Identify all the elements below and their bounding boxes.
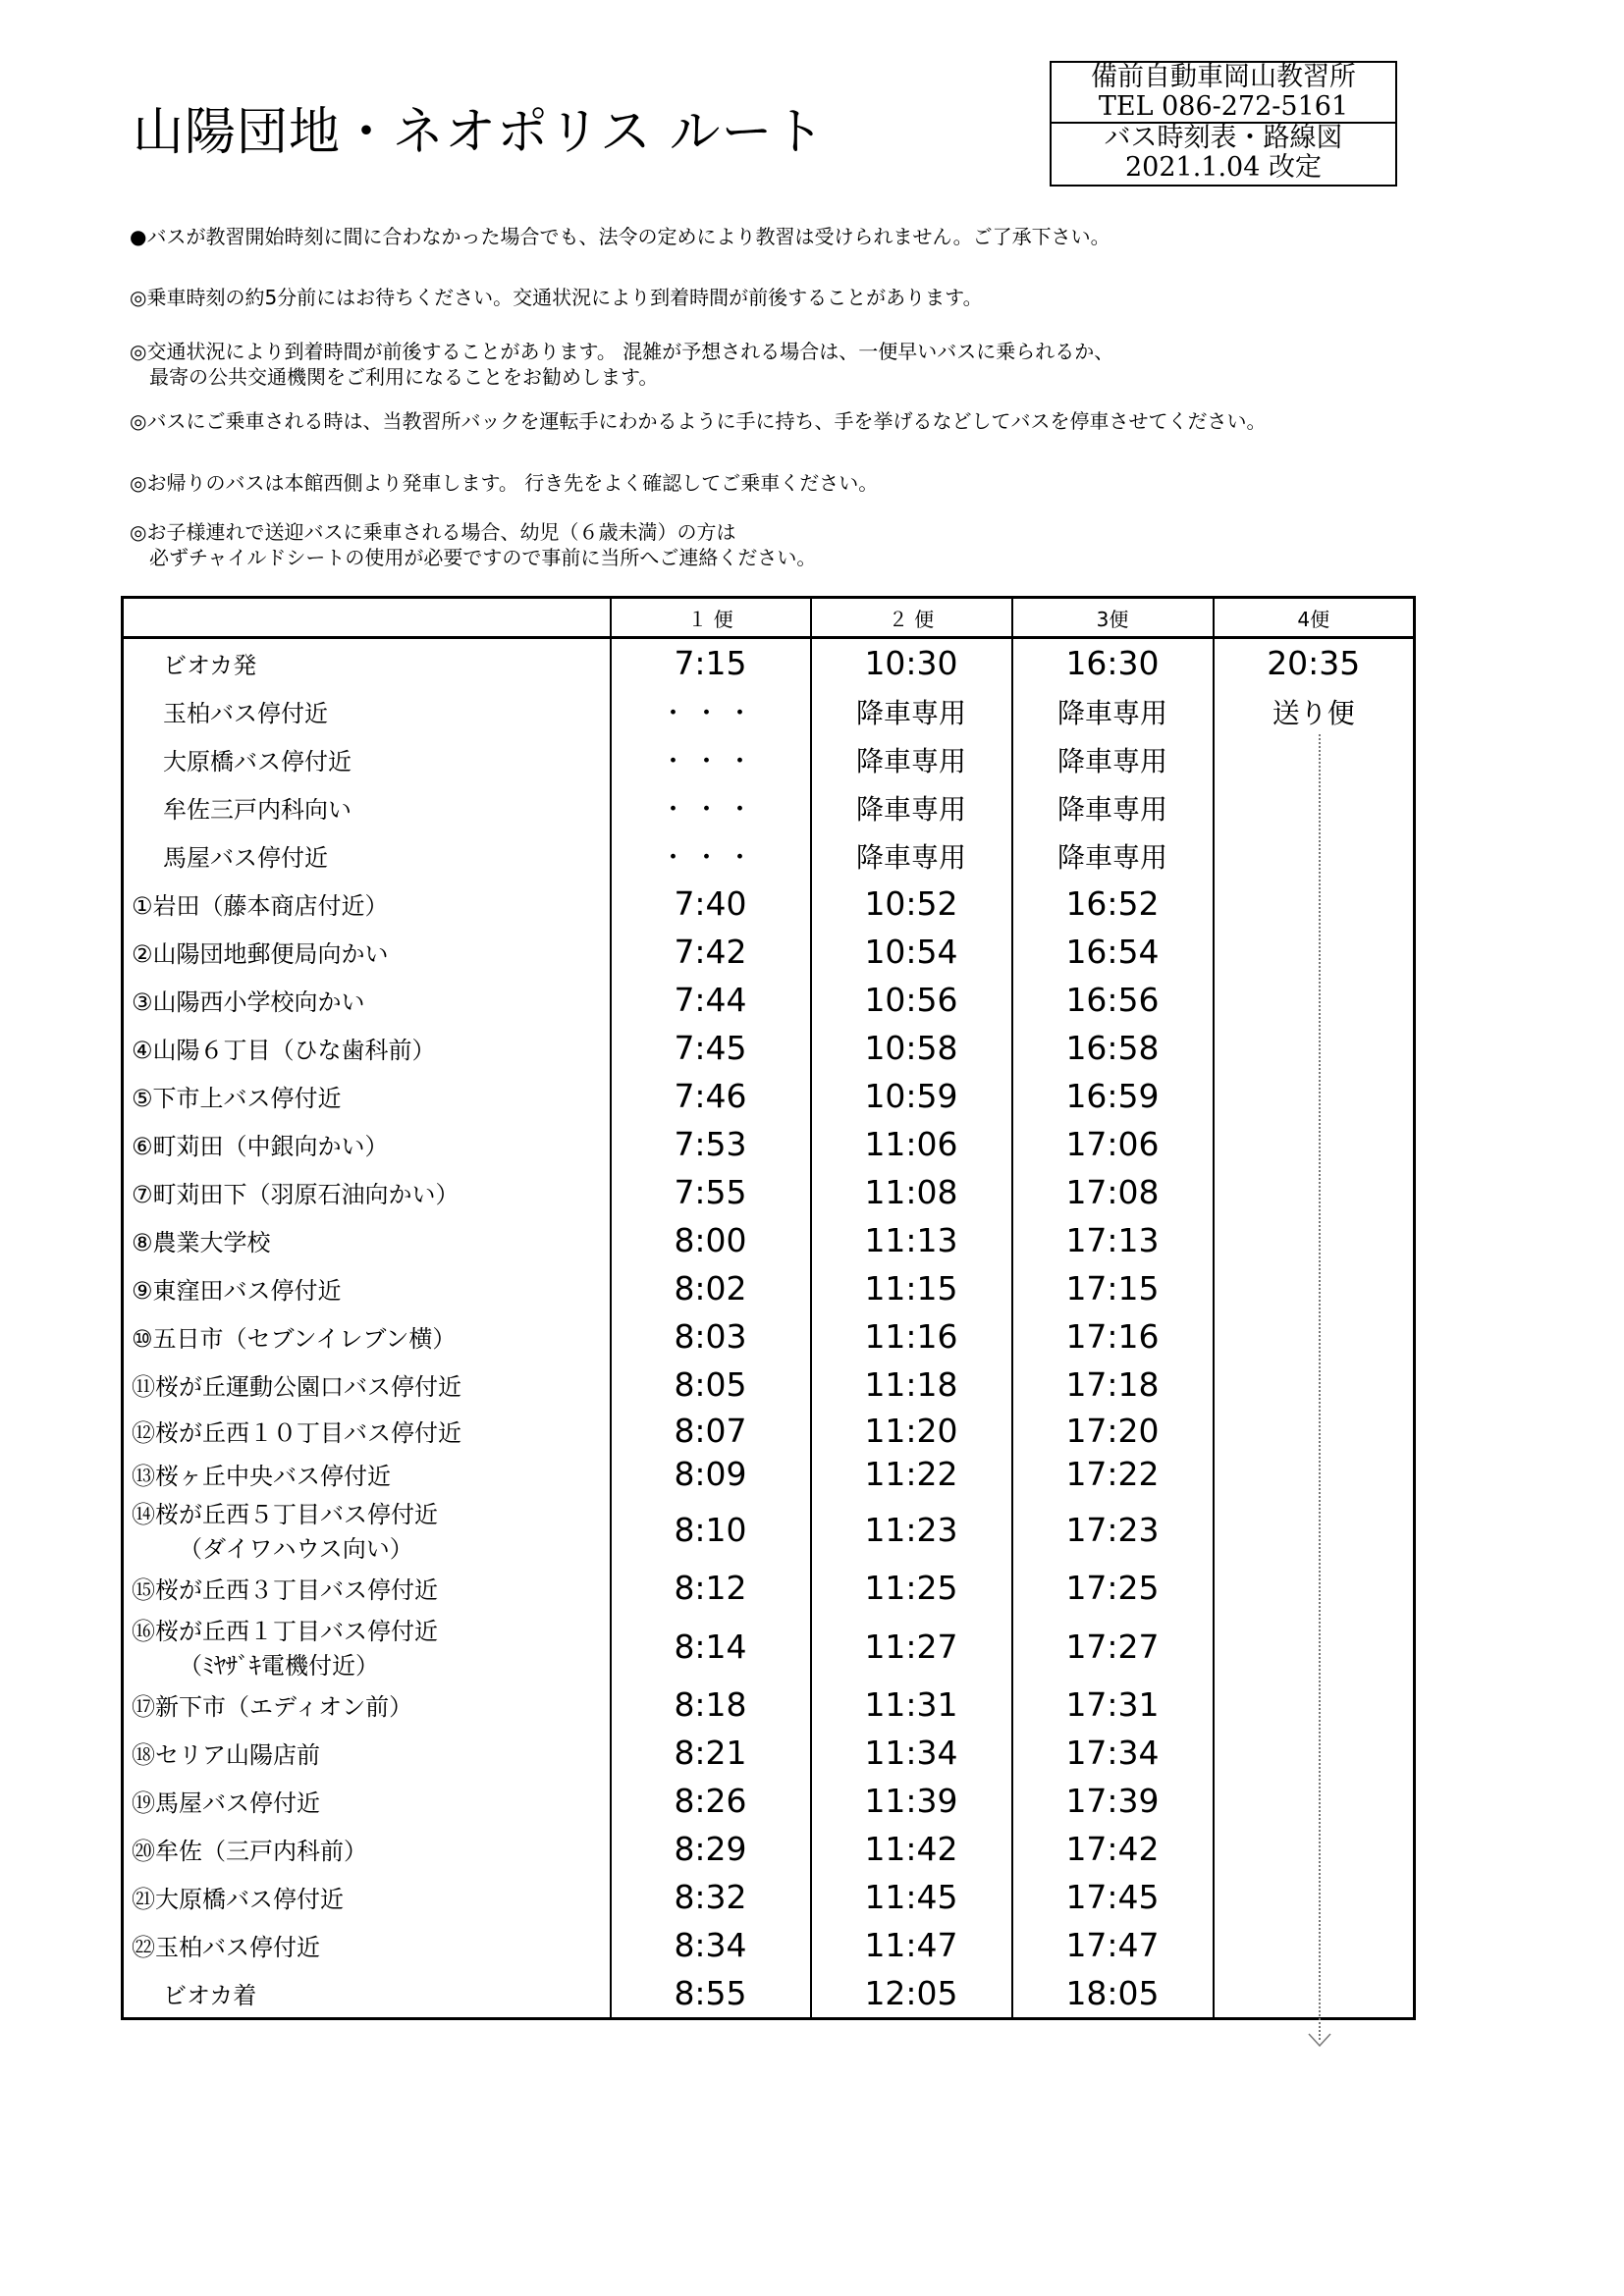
table-row [123, 783, 1415, 831]
table-row [123, 880, 1415, 928]
trip-3-time: 17:15 [1012, 1264, 1214, 1312]
trip-2-time: 11:18 [811, 1361, 1012, 1409]
trip-3-time: 17:20 [1012, 1409, 1214, 1452]
trip-3-time: 18:05 [1012, 1969, 1214, 2019]
table-row [123, 1612, 1415, 1681]
trip-2-time: 11:42 [811, 1825, 1012, 1873]
trip-1-time: 8:18 [611, 1681, 811, 1729]
trip-4-time [1214, 1777, 1415, 1825]
trip-1-time: 8:34 [611, 1921, 811, 1969]
trip-4-time [1214, 831, 1415, 880]
stop-name [123, 1612, 611, 1681]
notice-return-bus: ◎お帰りのバスは本館西側より発車します。 行き先をよく確認してご乗車ください。 [130, 471, 879, 495]
trip-3-time: 17:08 [1012, 1168, 1214, 1216]
stop-name-text: ㉑大原橋バス停付近 [132, 1886, 344, 1913]
trip-2-time: 10:54 [811, 928, 1012, 976]
trip-3-time: 16:59 [1012, 1072, 1214, 1120]
trip-4-time [1214, 1168, 1415, 1216]
trip-1-time: 8:14 [611, 1612, 811, 1681]
trip-3-time: 17:18 [1012, 1361, 1214, 1409]
table-row [123, 1120, 1415, 1168]
trip-2-time: 11:47 [811, 1921, 1012, 1969]
trip-2-time: 11:34 [811, 1729, 1012, 1777]
trip-4-time [1214, 1452, 1415, 1495]
stop-name [123, 1168, 611, 1216]
stop-name [123, 1873, 611, 1921]
stop-name-text: ①岩田（藤本商店付近） [132, 892, 389, 920]
stop-name [123, 1072, 611, 1120]
trip-3-time: 17:39 [1012, 1777, 1214, 1825]
trip-3-time: 17:22 [1012, 1452, 1214, 1495]
stop-landmark-text: （ﾐﾔｻﾞｷ電機付近） [179, 1652, 379, 1680]
trip-2-time: 11:06 [811, 1120, 1012, 1168]
trip-2-time: 10:59 [811, 1072, 1012, 1120]
trip-4-time: 20:35 [1214, 638, 1415, 688]
stop-name-text: ビオカ発 [163, 652, 257, 679]
trip-3-time: 17:34 [1012, 1729, 1214, 1777]
stop-name-text: ⑧農業大学校 [132, 1229, 271, 1256]
trip-4-time [1214, 1495, 1415, 1564]
stop-name [123, 1452, 611, 1495]
trip-1-time: 8:55 [611, 1969, 811, 2019]
stop-name [123, 1729, 611, 1777]
trip-4-time [1214, 1921, 1415, 1969]
trip-2-time: 降車専用 [811, 687, 1012, 735]
trip-2-time: 11:20 [811, 1409, 1012, 1452]
stop-name-text: ⑦町苅田下（羽原石油向かい） [132, 1181, 460, 1208]
trip-1-time: 8:10 [611, 1495, 811, 1564]
trip-3-time: 16:56 [1012, 976, 1214, 1024]
trip-2-time: 降車専用 [811, 783, 1012, 831]
notice-traffic: ◎交通状況により到着時間が前後することがあります。 混雑が予想される場合は、一便早いバスに乗られるか、 最寄の公共交通機関をご利用になることをお勧めします。 [130, 340, 1114, 389]
trip-1-time: ・・・ [611, 783, 811, 831]
stop-name-text: 馬屋バス停付近 [163, 844, 328, 872]
trip-3-time: 17:06 [1012, 1120, 1214, 1168]
stop-name-text: ビオカ着 [163, 1982, 257, 2009]
revision-date: 2021.1.04 改定 [1125, 152, 1322, 183]
stop-name-text: 玉柏バス停付近 [163, 700, 328, 727]
table-row [123, 1969, 1415, 2019]
trip-4-time [1214, 1681, 1415, 1729]
stop-name [123, 1264, 611, 1312]
trip-3-time: 17:13 [1012, 1216, 1214, 1264]
trip-1-time: 7:15 [611, 638, 811, 688]
header-trip-2: ２ 便 [811, 598, 1012, 638]
stop-name-text: ⑤下市上バス停付近 [132, 1085, 342, 1112]
trip-3-time: 16:54 [1012, 928, 1214, 976]
table-row [123, 1409, 1415, 1452]
trip-2-time: 11:39 [811, 1777, 1012, 1825]
notice-wait-early: ◎乗車時刻の約5分前にはお待ちください。交通状況により到着時間が前後することがあります。 [130, 286, 983, 309]
table-row [123, 928, 1415, 976]
trip-4-time [1214, 1361, 1415, 1409]
trip-3-time: 降車専用 [1012, 735, 1214, 783]
table-row [123, 1777, 1415, 1825]
table-row [123, 1495, 1415, 1564]
table-row [123, 1312, 1415, 1361]
trip-2-time: 11:13 [811, 1216, 1012, 1264]
stop-name [123, 976, 611, 1024]
trip-3-time: 16:58 [1012, 1024, 1214, 1072]
table-row [123, 1452, 1415, 1495]
stop-name-text: ⑳牟佐（三戸内科前） [132, 1838, 367, 1865]
trip-4-time [1214, 1825, 1415, 1873]
header-trip-1: １ 便 [611, 598, 811, 638]
stop-name-text: ②山陽団地郵便局向かい [132, 940, 389, 968]
trip-2-time: 11:15 [811, 1264, 1012, 1312]
stop-name [123, 687, 611, 735]
trip-1-time: 7:42 [611, 928, 811, 976]
trip-1-time: ・・・ [611, 735, 811, 783]
stop-name [123, 1921, 611, 1969]
trip-4-time [1214, 1072, 1415, 1120]
table-row [123, 1024, 1415, 1072]
trip-2-time: 11:08 [811, 1168, 1012, 1216]
trip-3-time: 17:27 [1012, 1612, 1214, 1681]
trip-4-time [1214, 1312, 1415, 1361]
table-row [123, 831, 1415, 880]
stop-name [123, 1216, 611, 1264]
table-row [123, 1216, 1415, 1264]
dotted-down-arrow-icon [1307, 2032, 1332, 2048]
table-row [123, 1873, 1415, 1921]
trip-3-time: 降車専用 [1012, 687, 1214, 735]
stop-name-text: ⑬桜ヶ丘中央バス停付近 [132, 1462, 391, 1490]
table-row [123, 1072, 1415, 1120]
stop-name [123, 1969, 611, 2019]
header-stop [123, 598, 611, 638]
trip-2-time: 降車専用 [811, 831, 1012, 880]
trip-1-time: 8:09 [611, 1452, 811, 1495]
trip-2-time: 11:31 [811, 1681, 1012, 1729]
stop-name [123, 1564, 611, 1612]
page-title: 山陽団地・ネオポリス ルート [133, 103, 826, 162]
trip-4-time [1214, 928, 1415, 976]
trip-2-time: 11:27 [811, 1612, 1012, 1681]
table-row [123, 1825, 1415, 1873]
trip-4-time [1214, 1729, 1415, 1777]
stop-name [123, 783, 611, 831]
stop-landmark-text: （ダイワハウス向い） [179, 1535, 413, 1563]
school-tel: TEL 086-272-5161 [1098, 91, 1349, 122]
stop-name-text: ④山陽６丁目（ひな歯科前） [132, 1037, 436, 1064]
stop-name-text: ③山陽西小学校向かい [132, 988, 365, 1016]
notice-child-seat: ◎お子様連れで送迎バスに乗車される場合、幼児（６歳未満）の方は 必ずチャイルドシートの使用が必要ですので事前に当所へご連絡ください。 [130, 520, 817, 569]
trip-2-time: 10:58 [811, 1024, 1012, 1072]
trip-3-time: 17:47 [1012, 1921, 1214, 1969]
trip-1-time: 8:07 [611, 1409, 811, 1452]
stop-name [123, 1024, 611, 1072]
trip-3-time: 17:25 [1012, 1564, 1214, 1612]
trip-1-time: 8:26 [611, 1777, 811, 1825]
table-row [123, 638, 1415, 688]
stop-name-text: ⑪桜が丘運動公園口バス停付近 [132, 1373, 461, 1401]
trip-1-time: 7:45 [611, 1024, 811, 1072]
stop-name [123, 735, 611, 783]
trip-4-time [1214, 1409, 1415, 1452]
trip-4-time [1214, 1564, 1415, 1612]
stop-name-text: ㉒玉柏バス停付近 [132, 1934, 320, 1961]
stop-name [123, 638, 611, 688]
trip-1-time: 8:32 [611, 1873, 811, 1921]
trip-2-time: 10:52 [811, 880, 1012, 928]
stop-name-text: ⑱セリア山陽店前 [132, 1741, 320, 1769]
trip-2-time: 降車専用 [811, 735, 1012, 783]
table-row [123, 1921, 1415, 1969]
stop-name-text: ⑮桜が丘西３丁目バス停付近 [132, 1576, 438, 1604]
trip-4-time [1214, 1969, 1415, 2019]
notice-boarding: ◎バスにご乗車される時は、当教習所バックを運転手にわかるように手に持ち、手を挙げるなどしてバスを停車させてください。 [130, 409, 1267, 433]
trip-2-time: 10:56 [811, 976, 1012, 1024]
school-info-box [1050, 61, 1397, 187]
stop-name [123, 1777, 611, 1825]
trip-3-time: 17:23 [1012, 1495, 1214, 1564]
stop-name-text: ⑩五日市（セブンイレブン横） [132, 1325, 457, 1353]
stop-name-text: ⑨東窪田バス停付近 [132, 1277, 342, 1305]
table-row [123, 687, 1415, 735]
document-type: バス時刻表・路線図 [1052, 122, 1395, 153]
trip-3-time: 17:45 [1012, 1873, 1214, 1921]
trip-4-time [1214, 1873, 1415, 1921]
trip-3-time: 16:30 [1012, 638, 1214, 688]
trip-1-time: 7:53 [611, 1120, 811, 1168]
trip-1-time: 7:40 [611, 880, 811, 928]
trip-1-time: 7:55 [611, 1168, 811, 1216]
timetable-header-row [123, 598, 1415, 638]
trip-4-time [1214, 783, 1415, 831]
trip-4-time [1214, 1216, 1415, 1264]
trip-4-time [1214, 1612, 1415, 1681]
stop-name-text: ⑥町苅田（中銀向かい） [132, 1133, 389, 1160]
trip-3-time: 降車専用 [1012, 831, 1214, 880]
table-row [123, 1168, 1415, 1216]
trip-2-time: 11:16 [811, 1312, 1012, 1361]
stop-name [123, 880, 611, 928]
trip-4-time [1214, 976, 1415, 1024]
trip-3-time: 17:42 [1012, 1825, 1214, 1873]
stop-name-text: 牟佐三戸内科向い [163, 796, 352, 824]
stop-name-text: ⑫桜が丘西１０丁目バス停付近 [132, 1418, 461, 1447]
trip-2-time: 11:23 [811, 1495, 1012, 1564]
trip-4-time [1214, 1024, 1415, 1072]
header-trip-3: 3便 [1012, 598, 1214, 638]
trip4-dotted-line [1319, 734, 1321, 2040]
stop-name-text: ⑯桜が丘西１丁目バス停付近 [132, 1618, 438, 1645]
trip-1-time: ・・・ [611, 831, 811, 880]
trip-1-time: 8:05 [611, 1361, 811, 1409]
trip-3-time: 17:16 [1012, 1312, 1214, 1361]
trip-1-time: 8:21 [611, 1729, 811, 1777]
trip-3-time: 17:31 [1012, 1681, 1214, 1729]
trip-1-time: 7:46 [611, 1072, 811, 1120]
notice-late-arrival: ●バスが教習開始時刻に間に合わなかった場合でも、法令の定めにより教習は受けられません。ご了承下さい。 [130, 225, 1110, 248]
stop-name [123, 1681, 611, 1729]
trip-1-time: 7:44 [611, 976, 811, 1024]
stop-name-text: ⑭桜が丘西５丁目バス停付近 [132, 1501, 438, 1528]
trip-2-time: 11:45 [811, 1873, 1012, 1921]
stop-name-text: ⑲馬屋バス停付近 [132, 1789, 320, 1817]
trip-2-time: 10:30 [811, 638, 1012, 688]
trip-3-time: 降車専用 [1012, 783, 1214, 831]
stop-name [123, 831, 611, 880]
trip-4-time [1214, 880, 1415, 928]
trip-4-time [1214, 1264, 1415, 1312]
stop-name [123, 1409, 611, 1452]
table-row [123, 735, 1415, 783]
trip-2-time: 12:05 [811, 1969, 1012, 2019]
trip-1-time: 8:12 [611, 1564, 811, 1612]
timetable [121, 596, 1416, 2020]
trip-1-time: 8:03 [611, 1312, 811, 1361]
trip-1-time: 8:29 [611, 1825, 811, 1873]
stop-name-text: 大原橋バス停付近 [163, 748, 352, 775]
stop-name [123, 1120, 611, 1168]
table-row [123, 1564, 1415, 1612]
trip-1-time: 8:02 [611, 1264, 811, 1312]
header-trip-4: 4便 [1214, 598, 1415, 638]
trip-2-time: 11:25 [811, 1564, 1012, 1612]
table-row [123, 1264, 1415, 1312]
trip-4-time [1214, 1120, 1415, 1168]
school-name: 備前自動車岡山教習所 [1091, 62, 1356, 92]
stop-name [123, 1312, 611, 1361]
trip-4-time [1214, 735, 1415, 783]
trip-4-time: 送り便 [1214, 687, 1415, 735]
stop-name [123, 1361, 611, 1409]
stop-name [123, 928, 611, 976]
trip-1-time: ・・・ [611, 687, 811, 735]
table-row [123, 1729, 1415, 1777]
trip-1-time: 8:00 [611, 1216, 811, 1264]
stop-name [123, 1825, 611, 1873]
trip-2-time: 11:22 [811, 1452, 1012, 1495]
table-row [123, 976, 1415, 1024]
table-row [123, 1361, 1415, 1409]
table-row [123, 1681, 1415, 1729]
trip-3-time: 16:52 [1012, 880, 1214, 928]
stop-name-text: ⑰新下市（エディオン前） [132, 1693, 413, 1721]
stop-name [123, 1495, 611, 1564]
